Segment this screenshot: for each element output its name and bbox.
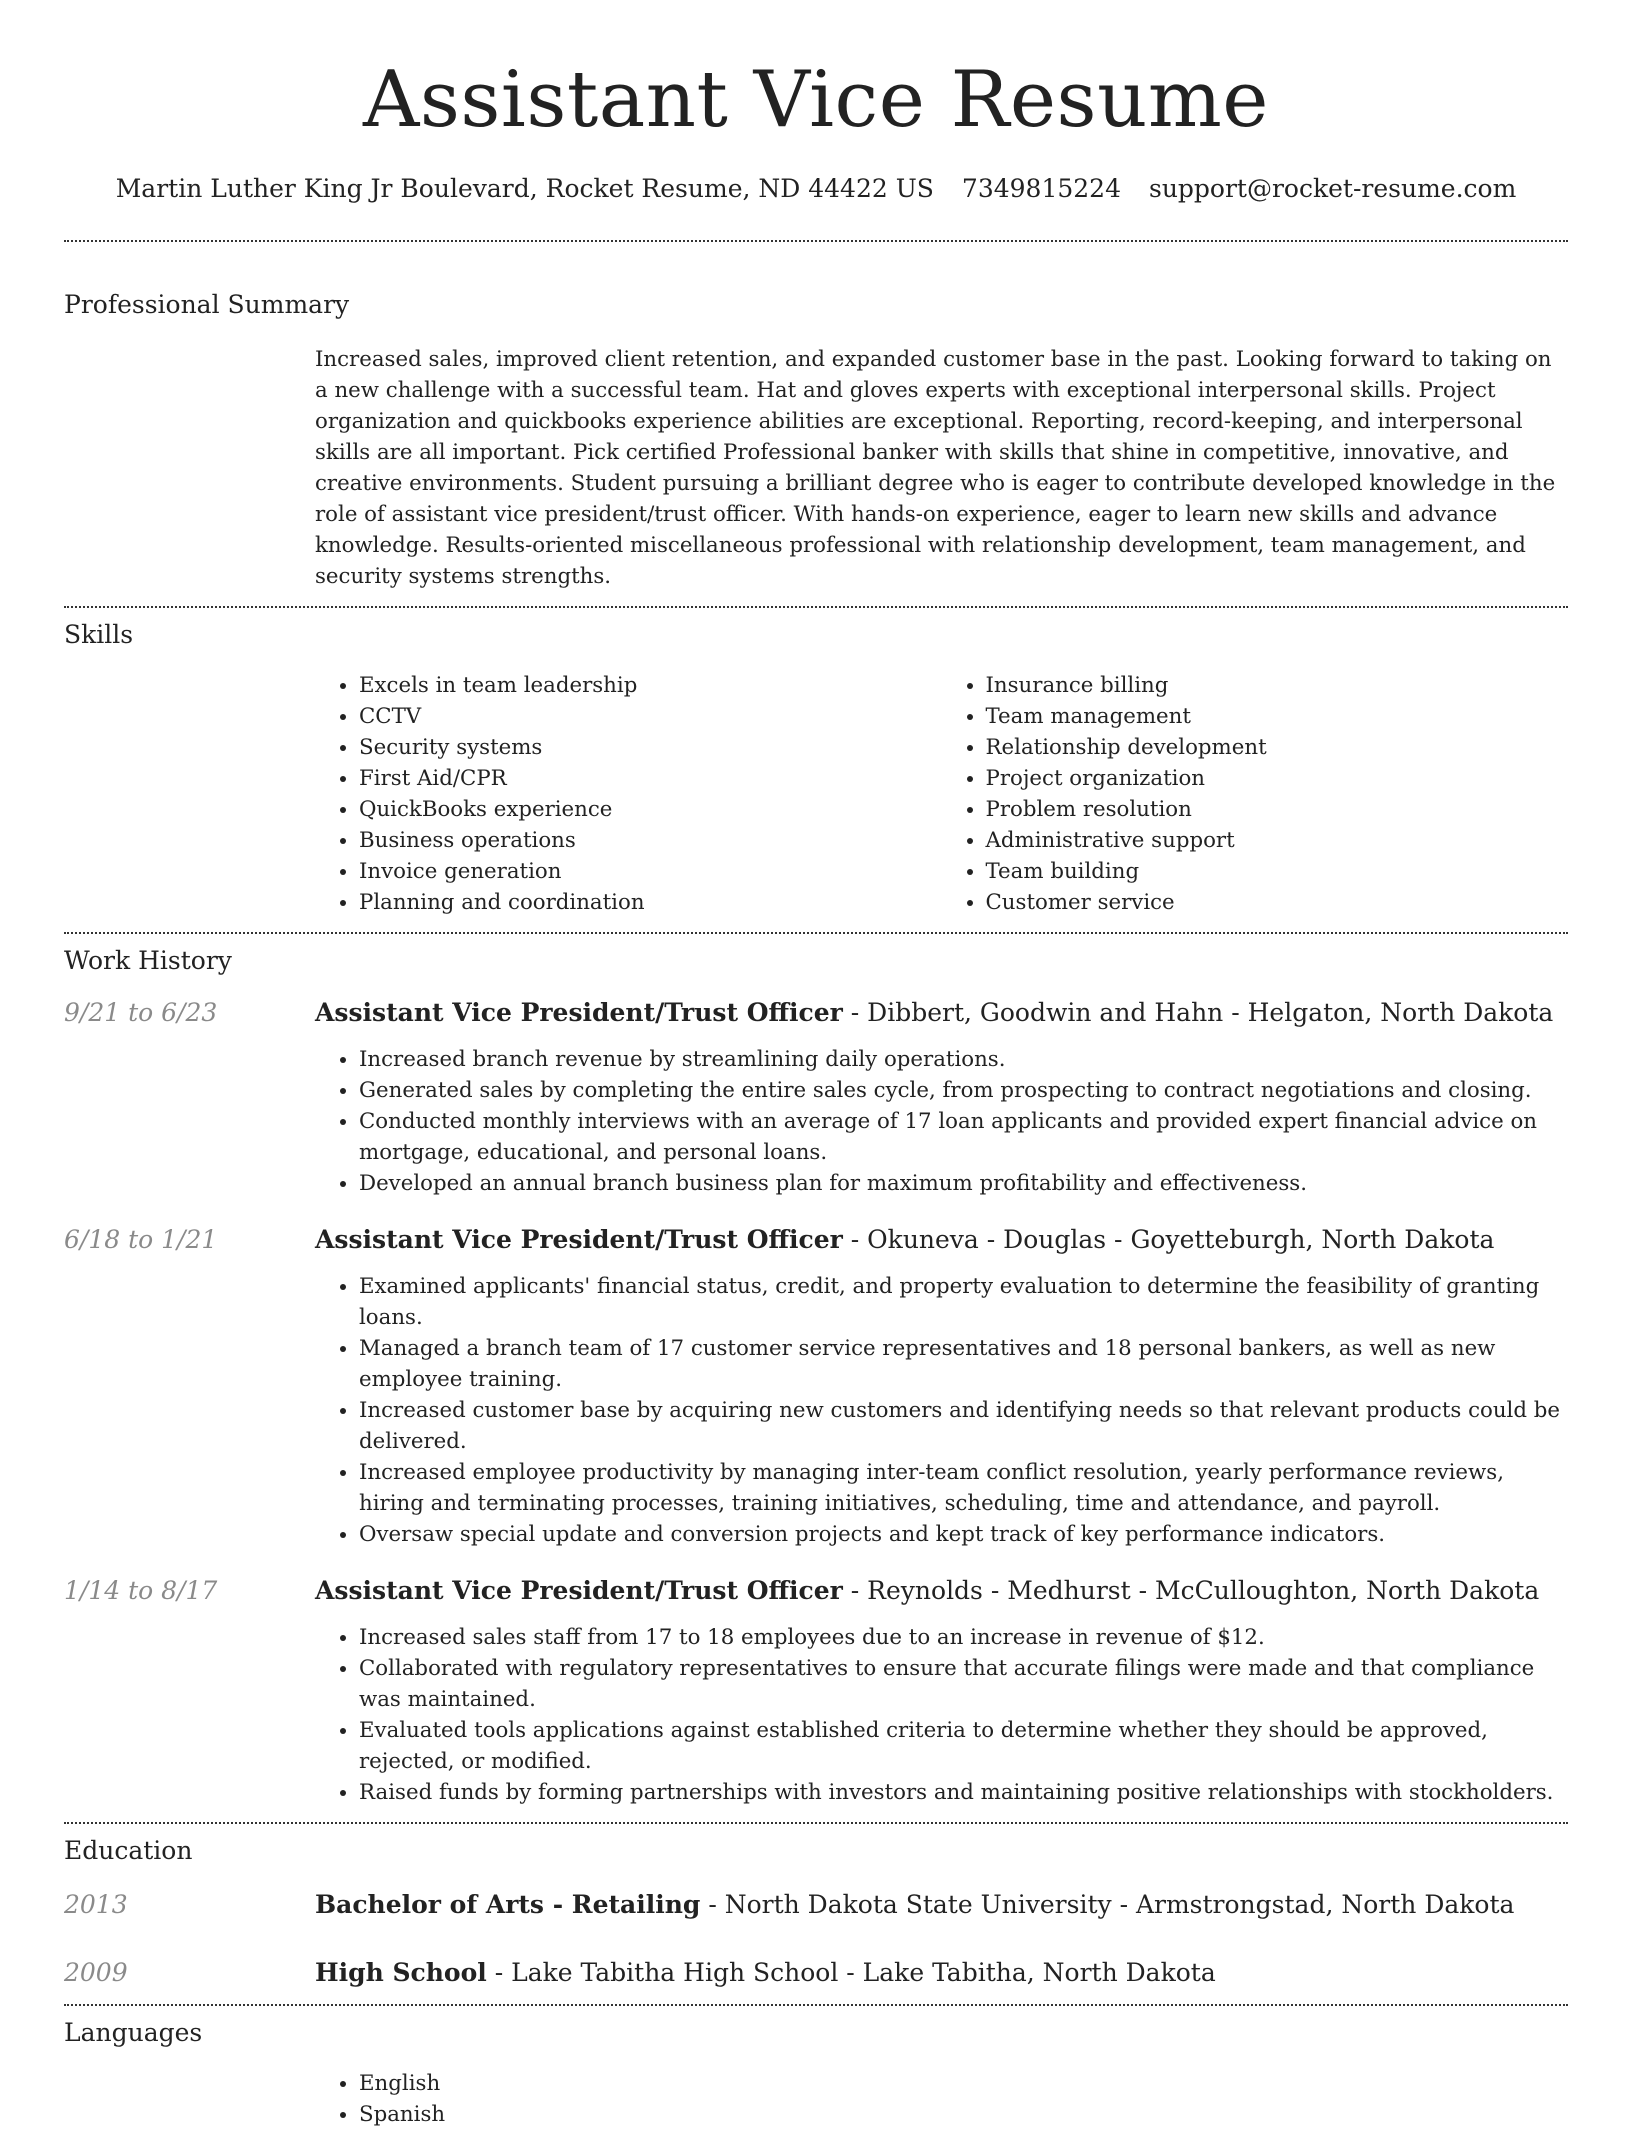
skills-list-right — [942, 670, 1569, 918]
education-year: 2013 — [64, 1890, 128, 1919]
job-dates: 6/18 to 1/21 — [64, 1225, 218, 1254]
job-employer-location: - Dibbert, Goodwin and Hahn - Helgaton, North Dakota — [842, 998, 1554, 1027]
skills-columns — [315, 670, 1568, 918]
skill-item: • Planning and coordination — [359, 887, 942, 918]
job-bullet: • Oversaw special update and conversion projects and kept track of key performance indicators. — [359, 1519, 1568, 1550]
job-title — [315, 1574, 1568, 1608]
job-bullets — [315, 1271, 1568, 1550]
education-degree: High School — [315, 1958, 487, 1987]
skill-item: • Security systems — [359, 732, 942, 763]
job-title — [315, 1223, 1568, 1257]
contact-email: support@rocket-resume.com — [1148, 174, 1517, 203]
job-entry — [64, 1223, 1568, 1550]
skill-item: • First Aid/CPR — [359, 763, 942, 794]
job-bullet: • Generated sales by completing the entire sales cycle, from prospecting to contract negotiations and closing. — [359, 1075, 1568, 1106]
skill-item: • Excels in team leadership — [359, 670, 942, 701]
job-role: Assistant Vice President/Trust Officer — [315, 1576, 843, 1605]
job-bullet: • Examined applicants' financial status, credit, and property evaluation to determine the feasibility of granting loans. — [359, 1271, 1568, 1333]
summary-text: Increased sales, improved client retention, and expanded customer base in the past. Looking forward to taking on a new challenge with a successful team. Hat and gloves experts with exceptional interpersonal skills. Project organization and quickbooks experience abilities are exceptional. Reporting, record-keeping, and interpersonal skills are all important. Pick certified Professional banker with skills that shine in competitive, innovative, and creative environments. Student pursuing a brilliant degree who is eager to contribute developed knowledge in the role of assistant vice president/trust officer. With hands-on experience, eager to learn new skills and advance knowledge. Results-oriented miscellaneous professional with relationship development, team management, and security systems strengths. — [315, 347, 1556, 589]
section-title-education: Education — [64, 1836, 193, 1865]
job-bullet: • Collaborated with regulatory representatives to ensure that accurate filings were made and that compliance was maintained. — [359, 1653, 1568, 1715]
education-title — [315, 1888, 1514, 1922]
job-bullet: • Increased employee productivity by managing inter-team conflict resolution, yearly performance reviews, hiring and terminating processes, training initiatives, scheduling, time and attendance, and payroll. — [359, 1457, 1568, 1519]
skill-item: • Insurance billing — [986, 670, 1569, 701]
education-degree: Bachelor of Arts - Retailing — [315, 1890, 701, 1919]
skill-item: • Business operations — [359, 825, 942, 856]
job-bullets — [315, 1622, 1568, 1808]
skill-item: • Problem resolution — [986, 794, 1569, 825]
work-history-section — [64, 934, 1568, 1822]
skill-item: • Invoice generation — [359, 856, 942, 887]
job-bullet: • Increased customer base by acquiring new customers and identifying needs so that relevant products could be delivered. — [359, 1395, 1568, 1457]
education-entry — [64, 1888, 1568, 1922]
education-entry — [64, 1956, 1568, 1990]
job-bullet: • Conducted monthly interviews with an average of 17 loan applicants and provided expert financial advice on mortgage, educational, and personal loans. — [359, 1106, 1568, 1168]
job-body — [315, 996, 1568, 1199]
job-body — [315, 1223, 1568, 1550]
language-item: • Spanish — [359, 2099, 1568, 2130]
skill-item: • Project organization — [986, 763, 1569, 794]
skill-item: • Team management — [986, 701, 1569, 732]
skill-item: • Team building — [986, 856, 1569, 887]
job-employer-location: - Reynolds - Medhurst - McCulloughton, North Dakota — [842, 1576, 1540, 1605]
contact-address: Martin Luther King Jr Boulevard, Rocket Resume, ND 44422 US — [115, 174, 934, 203]
languages-list — [315, 2068, 1568, 2130]
skill-item: • Administrative support — [986, 825, 1569, 856]
job-bullet: • Increased sales staff from 17 to 18 employees due to an increase in revenue of $12. — [359, 1622, 1568, 1653]
section-title-skills: Skills — [64, 620, 134, 649]
job-bullet: • Raised funds by forming partnerships with investors and maintaining positive relationships with stockholders. — [359, 1777, 1568, 1808]
languages-section — [64, 2006, 1568, 2130]
job-dates: 1/14 to 8/17 — [64, 1576, 218, 1605]
job-bullet: • Evaluated tools applications against established criteria to determine whether they should be approved, rejected, or modified. — [359, 1715, 1568, 1777]
skills-list-left — [315, 670, 942, 918]
skill-item: • CCTV — [359, 701, 942, 732]
skill-item: • Relationship development — [986, 732, 1569, 763]
job-bullet: • Increased branch revenue by streamlining daily operations. — [359, 1044, 1568, 1075]
job-employer-location: - Okuneva - Douglas - Goyetteburgh, North Dakota — [842, 1225, 1495, 1254]
education-title — [315, 1956, 1216, 1990]
education-school-location: - North Dakota State University - Armstrongstad, North Dakota — [700, 1890, 1515, 1919]
job-entry — [64, 996, 1568, 1199]
job-role: Assistant Vice President/Trust Officer — [315, 998, 843, 1027]
job-bullets — [315, 1044, 1568, 1199]
education-school-location: - Lake Tabitha High School - Lake Tabitha, North Dakota — [486, 1958, 1216, 1987]
skills-section — [64, 608, 1568, 918]
skill-item: • Customer service — [986, 887, 1569, 918]
job-role: Assistant Vice President/Trust Officer — [315, 1225, 843, 1254]
education-section — [64, 1824, 1568, 2004]
job-bullet: • Managed a branch team of 17 customer service representatives and 18 personal bankers, as well as new employee training. — [359, 1333, 1568, 1395]
job-dates: 9/21 to 6/23 — [64, 998, 218, 1027]
job-body — [315, 1574, 1568, 1808]
section-title-work-history: Work History — [64, 946, 232, 975]
language-item: • English — [359, 2068, 1568, 2099]
section-title-languages: Languages — [64, 2018, 203, 2047]
resume-page — [64, 0, 1568, 2130]
contact-phone: 7349815224 — [961, 174, 1121, 203]
job-bullet: • Developed an annual branch business plan for maximum profitability and effectiveness. — [359, 1168, 1568, 1199]
resume-name: Assistant Vice Resume — [363, 55, 1269, 145]
section-title-summary: Professional Summary — [64, 290, 350, 319]
summary-section — [64, 288, 1568, 592]
divider — [64, 240, 1568, 242]
job-title — [315, 996, 1568, 1030]
job-entry — [64, 1574, 1568, 1808]
contact-line — [64, 172, 1568, 206]
skill-item: • QuickBooks experience — [359, 794, 942, 825]
education-year: 2009 — [64, 1958, 128, 1987]
